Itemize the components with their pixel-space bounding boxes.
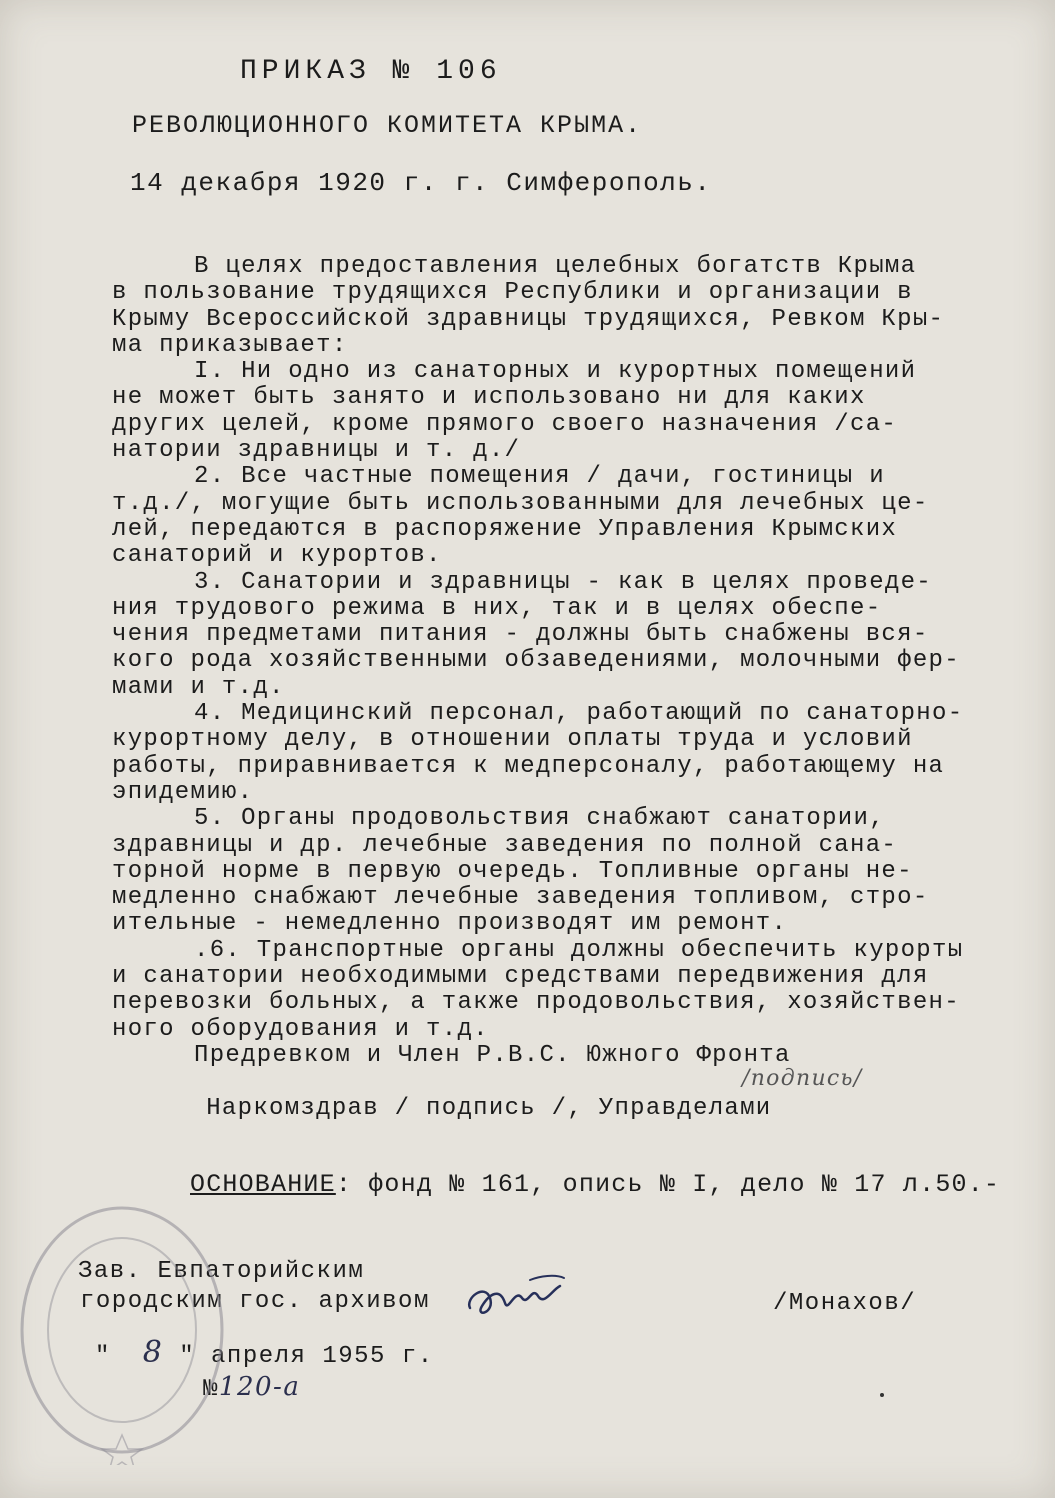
body-line: других целей, кроме прямого своего назначения /са- xyxy=(112,410,898,438)
archive-basis xyxy=(190,1170,1000,1199)
signatories-line: Предревком и Член Р.В.С. Южного Фронта xyxy=(194,1041,791,1069)
body-line: медленно снабжают лечебные заведения топливом, стро- xyxy=(112,884,929,912)
body-line: эпидемию. xyxy=(112,778,254,806)
body-line: 2. Все частные помещения / дачи, гостиницы и xyxy=(194,463,885,491)
certifier-title-1: Зав. Евпаторийским xyxy=(78,1258,365,1285)
ink-dot xyxy=(880,1393,884,1397)
organization-name: РЕВОЛЮЦИОННОГО КОМИТЕТА КРЫМА. xyxy=(132,111,643,140)
basis-label: ОСНОВАНИЕ xyxy=(190,1170,336,1199)
body-line: лей, передаются в распоряжение Управления Крымских xyxy=(112,515,898,543)
body-line: Крыму Всероссийской здравницы трудящихся, Ревком Кры- xyxy=(112,305,945,333)
date-rest: " апреля 1955 г. xyxy=(179,1343,434,1370)
signatories-line-2 xyxy=(112,1066,1032,1123)
body-line: санаторий и курортов. xyxy=(112,542,442,570)
body-line: .6. Транспортные органы должны обеспечить курорты xyxy=(194,936,964,964)
signatories-text: Наркомздрав / подпись /, Управделами xyxy=(206,1095,772,1123)
body-line: в пользование трудящихся Республики и организации в xyxy=(112,279,913,307)
order-body xyxy=(112,253,1032,1123)
order-title: ПРИКАЗ № 106 xyxy=(240,56,502,87)
body-line: В целях предоставления целебных богатств Крыма xyxy=(194,253,917,280)
body-line: и санатории необходимыми средствами передвижения для xyxy=(112,963,929,991)
body-line: торной норме в первую очередь. Топливные органы не- xyxy=(112,857,913,885)
body-line: кого рода хозяйственными обзаведениями, молочными фер- xyxy=(112,647,960,675)
body-line: натории здравницы и т. д./ xyxy=(112,437,521,465)
body-line: ния трудового режима в них, так и в целях обеспе- xyxy=(112,594,882,622)
order-dateline: 14 декабря 1920 г. г. Симферополь. xyxy=(130,168,712,198)
number-sign: № xyxy=(203,1376,219,1403)
handwritten-signature xyxy=(460,1268,570,1328)
body-line: ительные - немедленно производят им ремонт. xyxy=(112,910,788,938)
body-line: ма приказывает: xyxy=(112,331,348,359)
body-line: ного оборудования и т.д. xyxy=(112,1015,489,1043)
body-line: 4. Медицинский персонал, работающий по санаторно- xyxy=(194,700,964,728)
body-line: чения предметами питания - должны быть снабжены вся- xyxy=(112,621,929,649)
body-line: I. Ни одно из санаторных и курортных помещений xyxy=(194,358,917,386)
body-line: 3. Санатории и здравницы - как в целях проведе- xyxy=(194,568,933,596)
body-line: не может быть занято и использовано ни для каких xyxy=(112,384,866,412)
body-line: курортному делу, в отношении оплаты труда и условий xyxy=(112,726,913,754)
handwritten-signature-note: /подпись/ xyxy=(742,1066,863,1092)
body-line: 5. Органы продовольствия снабжают санатории, xyxy=(194,805,885,833)
date-day: 8 xyxy=(142,1335,164,1370)
archive-stamp-icon xyxy=(10,1195,235,1465)
body-line: здравницы и др. лечебные заведения по полной сана- xyxy=(112,831,898,859)
date-quote-open: " xyxy=(95,1343,111,1370)
certifier-title-2: городским гос. архивом xyxy=(80,1288,430,1315)
basis-text: : фонд № 161, опись № I, дело № 17 л.50.- xyxy=(335,1170,1001,1199)
number-value: 120-а xyxy=(218,1372,301,1402)
body-line: перевозки больных, а также продовольствия, хозяйствен- xyxy=(112,989,960,1017)
body-line: т.д./, могущие быть использованными для лечебных це- xyxy=(112,489,929,517)
body-line: работы, приравнивается к медперсоналу, работающему на xyxy=(112,752,945,780)
body-line: мами и т.д. xyxy=(112,673,285,701)
certifier-name: /Монахов/ xyxy=(773,1290,917,1317)
